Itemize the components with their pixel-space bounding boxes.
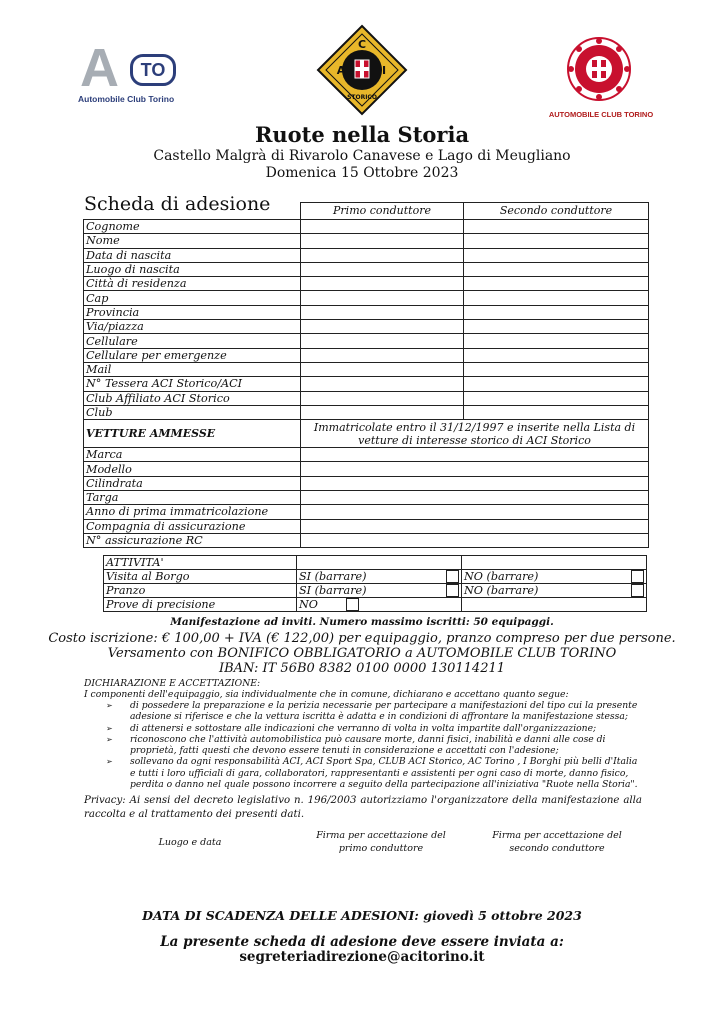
second-driver-input[interactable] — [464, 391, 649, 405]
activity-row — [104, 598, 647, 612]
table-row — [84, 348, 649, 362]
declaration-title: DICHIARAZIONE E ACCETTAZIONE: — [84, 678, 261, 689]
declaration-item — [84, 723, 644, 734]
second-driver-input[interactable] — [464, 348, 649, 362]
yes-checkbox[interactable] — [346, 598, 359, 611]
column-header-second-driver: Secondo conduttore — [464, 203, 649, 220]
aci-torino-logo — [78, 40, 178, 106]
declaration-item-text: riconoscono che l'attività automobilistica può causare morte, danni fisici, inabilità e danni alle cose di proprietà, fatti questi che devono essere tenuti in considerazione e accettati con l'adesione; — [130, 733, 606, 757]
activities-header-row — [104, 556, 647, 570]
activity-yes-cell — [297, 584, 462, 598]
table-row — [84, 391, 649, 405]
second-driver-input[interactable] — [464, 277, 649, 291]
registration-table — [83, 202, 649, 548]
field-label: Data di nascita — [84, 248, 301, 262]
first-driver-input[interactable] — [301, 391, 464, 405]
signature-first-driver: Firma per accettazione del primo conduttore — [316, 830, 446, 854]
activities-header-blank — [462, 556, 647, 570]
table-row — [84, 362, 649, 376]
activity-yes-cell — [297, 598, 462, 612]
second-driver-input[interactable] — [464, 248, 649, 262]
vehicle-field-label: Marca — [84, 448, 301, 462]
second-driver-input[interactable] — [464, 305, 649, 319]
logo-letter-c: C — [357, 38, 367, 51]
automobile-club-torino-seal — [566, 36, 632, 102]
activities-header-blank — [297, 556, 462, 570]
second-driver-input[interactable] — [464, 320, 649, 334]
second-driver-input[interactable] — [464, 377, 649, 391]
payment-method: Versamento con BONIFICO OBBLIGATORIO a AUTOMOBILE CLUB TORINO — [107, 646, 617, 661]
iban: IBAN: IT 56B0 8382 0100 0000 130114211 — [218, 661, 506, 676]
event-location: Castello Malgrà di Rivarolo Canavese e Lago di Meugliano — [153, 148, 571, 164]
bullet-arrow-icon: ➢ — [106, 723, 113, 733]
vehicle-field-label: Cilindrata — [84, 476, 301, 490]
signature-place-date: Luogo e data — [158, 837, 222, 848]
field-label: Nome — [84, 234, 301, 248]
vehicle-field-label: Anno di prima immatricolazione — [84, 505, 301, 519]
activity-row — [104, 570, 647, 584]
field-label: Mail — [84, 362, 301, 376]
first-driver-input[interactable] — [301, 305, 464, 319]
second-driver-input[interactable] — [464, 362, 649, 376]
vehicle-field-input[interactable] — [301, 505, 649, 519]
no-checkbox[interactable] — [631, 584, 644, 597]
activity-row — [104, 584, 647, 598]
vehicle-field-label: Modello — [84, 462, 301, 476]
table-row — [84, 320, 649, 334]
table-row — [84, 505, 649, 519]
field-label: Provincia — [84, 305, 301, 319]
aci-storico-logo — [316, 24, 408, 116]
first-driver-input[interactable] — [301, 362, 464, 376]
declaration-item — [84, 734, 644, 757]
declaration-item-text: sollevano da ogni responsabilità ACI, ACI Sport Spa, CLUB ACI Storico, AC Torino , I Borghi più belli d'Italia e tutti i loro ufficiali di gara, collaboratori, rappresentanti e assistenti per ogni caso di morte, danno fisico, perdita o danno nel quale possono incorrere a seguito della partecipazione all'iniziativa "Ruote nella Storia". — [130, 756, 638, 791]
logo-left-caption: Automobile Club Torino — [78, 94, 175, 104]
logo-letter-a: A — [336, 64, 346, 77]
second-driver-input[interactable] — [464, 220, 649, 234]
second-driver-input[interactable] — [464, 262, 649, 276]
table-row — [84, 533, 649, 547]
first-driver-input[interactable] — [301, 220, 464, 234]
logo-letter-i: I — [381, 64, 387, 77]
field-label: Luogo di nascita — [84, 262, 301, 276]
activity-yes-cell — [297, 570, 462, 584]
vehicles-admitted-label: VETTURE AMMESSE — [84, 420, 301, 448]
send-instruction: La presente scheda di adesione deve essere inviata a: — [160, 934, 564, 950]
vehicle-field-input[interactable] — [301, 533, 649, 547]
table-row — [84, 248, 649, 262]
vehicles-admitted-note: Immatricolate entro il 31/12/1997 e inserite nella Lista di vetture di interesse storico di ACI Storico — [301, 420, 649, 448]
activity-no-cell — [462, 598, 647, 612]
field-label: Cap — [84, 291, 301, 305]
declaration-intro: I componenti dell'equipaggio, sia individualmente che in comune, dichiarano e accettano quanto segue: — [84, 689, 569, 700]
second-driver-input[interactable] — [464, 405, 649, 419]
activity-no-cell — [462, 570, 647, 584]
logo-right-caption: AUTOMOBILE CLUB TORINO — [548, 110, 654, 119]
event-date: Domenica 15 Ottobre 2023 — [265, 165, 459, 181]
activity-no-label: NO (barrare) — [464, 584, 539, 597]
first-driver-input[interactable] — [301, 320, 464, 334]
vehicles-admitted-row — [84, 420, 649, 448]
table-row — [84, 234, 649, 248]
first-driver-input[interactable] — [301, 277, 464, 291]
declaration-item — [84, 756, 644, 790]
first-driver-input[interactable] — [301, 234, 464, 248]
first-driver-input[interactable] — [301, 262, 464, 276]
no-checkbox[interactable] — [631, 570, 644, 583]
table-row — [84, 405, 649, 419]
activity-label: Pranzo — [104, 584, 297, 598]
declaration-item-text: di possedere la preparazione e la perizia necessarie per partecipare a manifestazioni del tipo cui la presente adesione si riferisce e che la vettura iscritta è adatta e in condizioni di affrontare la manifestazione stessa; — [130, 700, 638, 723]
activities-header: ATTIVITA' — [104, 556, 297, 570]
activity-yes-label: NO — [299, 598, 318, 611]
declaration-list — [84, 700, 644, 790]
table-header-row — [84, 203, 649, 220]
logo-a-mark: A — [80, 38, 115, 98]
table-row — [84, 277, 649, 291]
header-blank-cell — [84, 203, 301, 220]
vehicle-field-label: Targa — [84, 491, 301, 505]
yes-checkbox[interactable] — [446, 584, 459, 597]
table-row — [84, 377, 649, 391]
vehicle-field-label: Compagnia di assicurazione — [84, 519, 301, 533]
first-driver-input[interactable] — [301, 348, 464, 362]
vehicle-field-input[interactable] — [301, 462, 649, 476]
table-row — [84, 519, 649, 533]
form-title: Scheda di adesione — [84, 193, 271, 215]
table-row — [84, 334, 649, 348]
vehicle-field-input[interactable] — [301, 476, 649, 490]
signature-second-driver: Firma per accettazione del secondo conduttore — [492, 830, 622, 854]
first-driver-input[interactable] — [301, 334, 464, 348]
second-driver-input[interactable] — [464, 334, 649, 348]
table-row — [84, 305, 649, 319]
table-row — [84, 476, 649, 490]
registration-cost: Costo iscrizione: € 100,00 + IVA (€ 122,00) per equipaggio, pranzo compreso per due persone. — [48, 631, 676, 646]
table-row — [84, 291, 649, 305]
declaration-item-text: di attenersi e sottostare alle indicazioni che verranno di volta in volta impartite dall'organizzazione; — [130, 722, 597, 734]
yes-checkbox[interactable] — [446, 570, 459, 583]
first-driver-input[interactable] — [301, 291, 464, 305]
table-row — [84, 491, 649, 505]
field-label: Via/piazza — [84, 320, 301, 334]
vehicle-field-label: N° assicurazione RC — [84, 533, 301, 547]
bullet-arrow-icon: ➢ — [106, 701, 113, 710]
bullet-arrow-icon: ➢ — [106, 757, 113, 767]
logo-storico-caption: STORICO — [347, 94, 377, 101]
table-row — [84, 462, 649, 476]
second-driver-input[interactable] — [464, 234, 649, 248]
table-row — [84, 262, 649, 276]
activity-no-label: NO (barrare) — [464, 570, 539, 583]
second-driver-input[interactable] — [464, 291, 649, 305]
vehicle-field-input[interactable] — [301, 448, 649, 462]
field-label: Cellulare per emergenze — [84, 348, 301, 362]
first-driver-input[interactable] — [301, 377, 464, 391]
activity-label: Visita al Borgo — [104, 570, 297, 584]
vehicle-field-input[interactable] — [301, 519, 649, 533]
first-driver-input[interactable] — [301, 248, 464, 262]
field-label: Club — [84, 405, 301, 419]
invites-note: Manifestazione ad inviti. Numero massimo iscritti: 50 equipaggi. — [170, 616, 554, 628]
vehicle-field-input[interactable] — [301, 491, 649, 505]
activity-yes-label: SI (barrare) — [299, 584, 367, 597]
declaration-item — [84, 700, 644, 723]
field-label: Club Affiliato ACI Storico — [84, 391, 301, 405]
table-row — [84, 220, 649, 234]
send-email[interactable]: segreteriadirezione@acitorino.it — [239, 949, 485, 965]
field-label: Cognome — [84, 220, 301, 234]
page-title: Ruote nella Storia — [254, 122, 470, 147]
first-driver-input[interactable] — [301, 405, 464, 419]
field-label: Città di residenza — [84, 277, 301, 291]
activity-no-cell — [462, 584, 647, 598]
field-label: N° Tessera ACI Storico/ACI — [84, 377, 301, 391]
logo-to-badge: TO — [130, 54, 176, 86]
bullet-arrow-icon: ➢ — [106, 734, 113, 744]
field-label: Cellulare — [84, 334, 301, 348]
table-row — [84, 448, 649, 462]
column-header-first-driver: Primo conduttore — [301, 203, 464, 220]
deadline: DATA DI SCADENZA DELLE ADESIONI: giovedì 5 ottobre 2023 — [142, 908, 582, 923]
activity-yes-label: SI (barrare) — [299, 570, 367, 583]
privacy-statement: Privacy: Ai sensi del decreto legislativo n. 196/2003 autorizziamo l'organizzatore della manifestazione alla raccolta e al trattamento dei presenti dati. — [84, 795, 642, 820]
activity-label: Prove di precisione — [104, 598, 297, 612]
activities-table — [103, 555, 647, 612]
